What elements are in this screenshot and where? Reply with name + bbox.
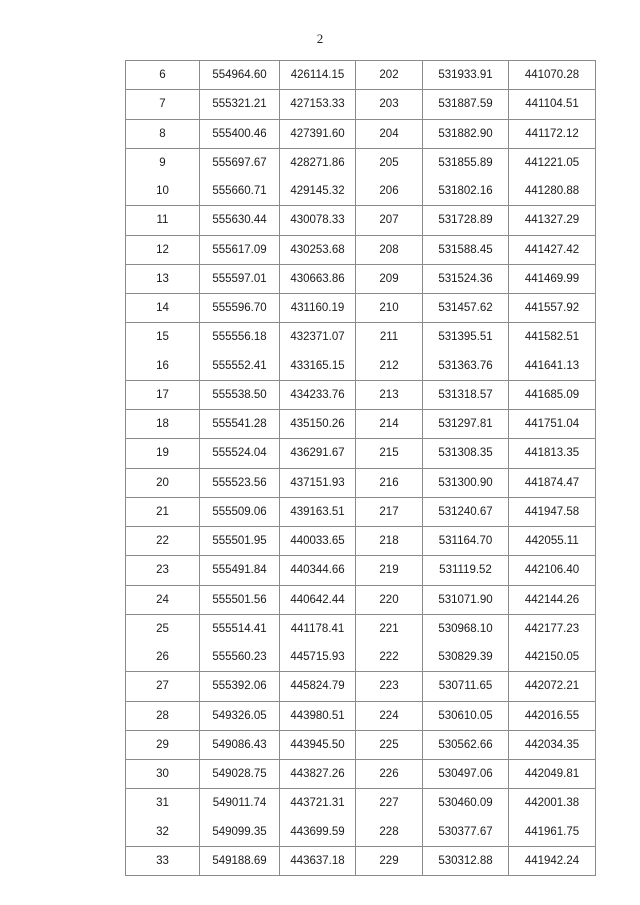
point-number-left: 32 [126, 818, 200, 847]
point-number-right: 207 [356, 206, 423, 235]
point-number-left: 12 [126, 235, 200, 264]
x-coordinate-left: 549099.35 [200, 818, 280, 847]
page-number: 2 [316, 31, 324, 46]
point-number-left: 21 [126, 497, 200, 526]
table-row [126, 119, 596, 148]
table-row [126, 527, 596, 556]
point-number-right: 206 [356, 177, 423, 206]
x-coordinate-right: 531119.52 [423, 556, 509, 585]
point-number-left: 11 [126, 206, 200, 235]
point-number-left: 19 [126, 439, 200, 468]
table-row [126, 352, 596, 381]
y-coordinate-right: 441685.09 [509, 380, 596, 409]
x-coordinate-right: 531802.16 [423, 177, 509, 206]
table-row [126, 585, 596, 614]
table-row [126, 90, 596, 119]
y-coordinate-left: 427391.60 [280, 119, 356, 148]
x-coordinate-left: 555660.71 [200, 177, 280, 206]
y-coordinate-right: 442106.40 [509, 556, 596, 585]
x-coordinate-right: 531071.90 [423, 585, 509, 614]
x-coordinate-left: 554964.60 [200, 61, 280, 90]
coordinates-table-body [126, 61, 596, 876]
y-coordinate-right: 442016.55 [509, 701, 596, 730]
x-coordinate-right: 531300.90 [423, 468, 509, 497]
x-coordinate-left: 555400.46 [200, 119, 280, 148]
point-number-right: 221 [356, 614, 423, 643]
x-coordinate-right: 531308.35 [423, 439, 509, 468]
x-coordinate-right: 531728.89 [423, 206, 509, 235]
x-coordinate-left: 555556.18 [200, 323, 280, 352]
point-number-right: 222 [356, 643, 423, 672]
point-number-left: 9 [126, 148, 200, 177]
x-coordinate-right: 531318.57 [423, 380, 509, 409]
x-coordinate-right: 530711.65 [423, 672, 509, 701]
x-coordinate-left: 555617.09 [200, 235, 280, 264]
table-row [126, 148, 596, 177]
x-coordinate-left: 555523.56 [200, 468, 280, 497]
point-number-left: 16 [126, 352, 200, 381]
point-number-left: 27 [126, 672, 200, 701]
x-coordinate-right: 531933.91 [423, 61, 509, 90]
x-coordinate-right: 531882.90 [423, 119, 509, 148]
point-number-right: 228 [356, 818, 423, 847]
y-coordinate-right: 441070.28 [509, 61, 596, 90]
x-coordinate-left: 555597.01 [200, 264, 280, 293]
x-coordinate-right: 530829.39 [423, 643, 509, 672]
point-number-left: 30 [126, 760, 200, 789]
y-coordinate-left: 443721.31 [280, 789, 356, 818]
x-coordinate-right: 530497.06 [423, 760, 509, 789]
point-number-right: 229 [356, 846, 423, 875]
y-coordinate-right: 441280.88 [509, 177, 596, 206]
y-coordinate-right: 442055.11 [509, 527, 596, 556]
y-coordinate-left: 437151.93 [280, 468, 356, 497]
table-row [126, 468, 596, 497]
table-row [126, 410, 596, 439]
table-row [126, 439, 596, 468]
y-coordinate-right: 441104.51 [509, 90, 596, 119]
x-coordinate-right: 531588.45 [423, 235, 509, 264]
point-number-left: 6 [126, 61, 200, 90]
point-number-right: 220 [356, 585, 423, 614]
x-coordinate-left: 555560.23 [200, 643, 280, 672]
point-number-right: 218 [356, 527, 423, 556]
y-coordinate-right: 441327.29 [509, 206, 596, 235]
point-number-right: 210 [356, 294, 423, 323]
y-coordinate-left: 443699.59 [280, 818, 356, 847]
point-number-right: 209 [356, 264, 423, 293]
x-coordinate-right: 530312.88 [423, 846, 509, 875]
y-coordinate-right: 441813.35 [509, 439, 596, 468]
point-number-right: 224 [356, 701, 423, 730]
point-number-left: 31 [126, 789, 200, 818]
y-coordinate-right: 442034.35 [509, 730, 596, 759]
point-number-left: 26 [126, 643, 200, 672]
y-coordinate-left: 440642.44 [280, 585, 356, 614]
point-number-right: 214 [356, 410, 423, 439]
y-coordinate-left: 439163.51 [280, 497, 356, 526]
table-row [126, 323, 596, 352]
table-row [126, 760, 596, 789]
x-coordinate-left: 555630.44 [200, 206, 280, 235]
point-number-left: 15 [126, 323, 200, 352]
table-row [126, 672, 596, 701]
point-number-left: 17 [126, 380, 200, 409]
point-number-left: 14 [126, 294, 200, 323]
x-coordinate-left: 555392.06 [200, 672, 280, 701]
point-number-left: 7 [126, 90, 200, 119]
y-coordinate-left: 443827.26 [280, 760, 356, 789]
y-coordinate-left: 430078.33 [280, 206, 356, 235]
y-coordinate-left: 427153.33 [280, 90, 356, 119]
table-row [126, 730, 596, 759]
point-number-left: 28 [126, 701, 200, 730]
point-number-right: 208 [356, 235, 423, 264]
x-coordinate-left: 549326.05 [200, 701, 280, 730]
point-number-right: 223 [356, 672, 423, 701]
x-coordinate-right: 531887.59 [423, 90, 509, 119]
table-row [126, 206, 596, 235]
y-coordinate-right: 441751.04 [509, 410, 596, 439]
y-coordinate-left: 441178.41 [280, 614, 356, 643]
table-row [126, 264, 596, 293]
x-coordinate-right: 531164.70 [423, 527, 509, 556]
y-coordinate-right: 442001.38 [509, 789, 596, 818]
point-number-right: 212 [356, 352, 423, 381]
x-coordinate-left: 555524.04 [200, 439, 280, 468]
y-coordinate-right: 441641.13 [509, 352, 596, 381]
y-coordinate-left: 440344.66 [280, 556, 356, 585]
point-number-right: 211 [356, 323, 423, 352]
y-coordinate-right: 441172.12 [509, 119, 596, 148]
y-coordinate-left: 429145.32 [280, 177, 356, 206]
y-coordinate-left: 433165.15 [280, 352, 356, 381]
y-coordinate-left: 445824.79 [280, 672, 356, 701]
table-row [126, 701, 596, 730]
y-coordinate-left: 436291.67 [280, 439, 356, 468]
x-coordinate-left: 555514.41 [200, 614, 280, 643]
y-coordinate-right: 442177.23 [509, 614, 596, 643]
point-number-right: 217 [356, 497, 423, 526]
x-coordinate-left: 555538.50 [200, 380, 280, 409]
point-number-left: 13 [126, 264, 200, 293]
y-coordinate-left: 443980.51 [280, 701, 356, 730]
x-coordinate-left: 555509.06 [200, 497, 280, 526]
y-coordinate-left: 430663.86 [280, 264, 356, 293]
table-row [126, 294, 596, 323]
x-coordinate-right: 531855.89 [423, 148, 509, 177]
table-row [126, 643, 596, 672]
x-coordinate-left: 555501.95 [200, 527, 280, 556]
x-coordinate-left: 549188.69 [200, 846, 280, 875]
table-row [126, 380, 596, 409]
table-row [126, 614, 596, 643]
point-number-right: 216 [356, 468, 423, 497]
point-number-right: 202 [356, 61, 423, 90]
table-row [126, 846, 596, 875]
point-number-left: 18 [126, 410, 200, 439]
point-number-right: 215 [356, 439, 423, 468]
point-number-right: 219 [356, 556, 423, 585]
y-coordinate-left: 428271.86 [280, 148, 356, 177]
point-number-right: 203 [356, 90, 423, 119]
y-coordinate-left: 435150.26 [280, 410, 356, 439]
x-coordinate-left: 555541.28 [200, 410, 280, 439]
x-coordinate-left: 549011.74 [200, 789, 280, 818]
y-coordinate-right: 442049.81 [509, 760, 596, 789]
point-number-left: 22 [126, 527, 200, 556]
point-number-left: 23 [126, 556, 200, 585]
x-coordinate-right: 531297.81 [423, 410, 509, 439]
y-coordinate-right: 441582.51 [509, 323, 596, 352]
y-coordinate-right: 442072.21 [509, 672, 596, 701]
x-coordinate-left: 555552.41 [200, 352, 280, 381]
y-coordinate-left: 431160.19 [280, 294, 356, 323]
table-row [126, 61, 596, 90]
y-coordinate-left: 434233.76 [280, 380, 356, 409]
x-coordinate-left: 549086.43 [200, 730, 280, 759]
point-number-right: 213 [356, 380, 423, 409]
x-coordinate-right: 531363.76 [423, 352, 509, 381]
y-coordinate-right: 441427.42 [509, 235, 596, 264]
x-coordinate-right: 530377.67 [423, 818, 509, 847]
x-coordinate-right: 530968.10 [423, 614, 509, 643]
y-coordinate-left: 443637.18 [280, 846, 356, 875]
y-coordinate-left: 445715.93 [280, 643, 356, 672]
y-coordinate-right: 442144.26 [509, 585, 596, 614]
y-coordinate-left: 440033.65 [280, 527, 356, 556]
x-coordinate-right: 530562.66 [423, 730, 509, 759]
point-number-left: 29 [126, 730, 200, 759]
y-coordinate-left: 430253.68 [280, 235, 356, 264]
x-coordinate-left: 555697.67 [200, 148, 280, 177]
point-number-right: 226 [356, 760, 423, 789]
x-coordinate-left: 555596.70 [200, 294, 280, 323]
y-coordinate-left: 426114.15 [280, 61, 356, 90]
table-row [126, 235, 596, 264]
y-coordinate-right: 441947.58 [509, 497, 596, 526]
y-coordinate-right: 442150.05 [509, 643, 596, 672]
x-coordinate-left: 549028.75 [200, 760, 280, 789]
point-number-left: 24 [126, 585, 200, 614]
y-coordinate-right: 441221.05 [509, 148, 596, 177]
point-number-left: 8 [126, 119, 200, 148]
x-coordinate-left: 555491.84 [200, 556, 280, 585]
point-number-left: 10 [126, 177, 200, 206]
x-coordinate-right: 531395.51 [423, 323, 509, 352]
point-number-left: 20 [126, 468, 200, 497]
table-row [126, 556, 596, 585]
y-coordinate-right: 441469.99 [509, 264, 596, 293]
x-coordinate-left: 555321.21 [200, 90, 280, 119]
point-number-right: 227 [356, 789, 423, 818]
x-coordinate-right: 530460.09 [423, 789, 509, 818]
y-coordinate-right: 441942.24 [509, 846, 596, 875]
table-row [126, 177, 596, 206]
table-row [126, 497, 596, 526]
x-coordinate-right: 531457.62 [423, 294, 509, 323]
table-row [126, 789, 596, 818]
x-coordinate-right: 531240.67 [423, 497, 509, 526]
y-coordinate-right: 441961.75 [509, 818, 596, 847]
point-number-right: 205 [356, 148, 423, 177]
y-coordinate-left: 432371.07 [280, 323, 356, 352]
x-coordinate-right: 530610.05 [423, 701, 509, 730]
point-number-left: 33 [126, 846, 200, 875]
x-coordinate-right: 531524.36 [423, 264, 509, 293]
y-coordinate-right: 441874.47 [509, 468, 596, 497]
coordinates-table [125, 60, 596, 876]
point-number-right: 225 [356, 730, 423, 759]
point-number-right: 204 [356, 119, 423, 148]
y-coordinate-right: 441557.92 [509, 294, 596, 323]
table-row [126, 818, 596, 847]
point-number-left: 25 [126, 614, 200, 643]
y-coordinate-left: 443945.50 [280, 730, 356, 759]
x-coordinate-left: 555501.56 [200, 585, 280, 614]
